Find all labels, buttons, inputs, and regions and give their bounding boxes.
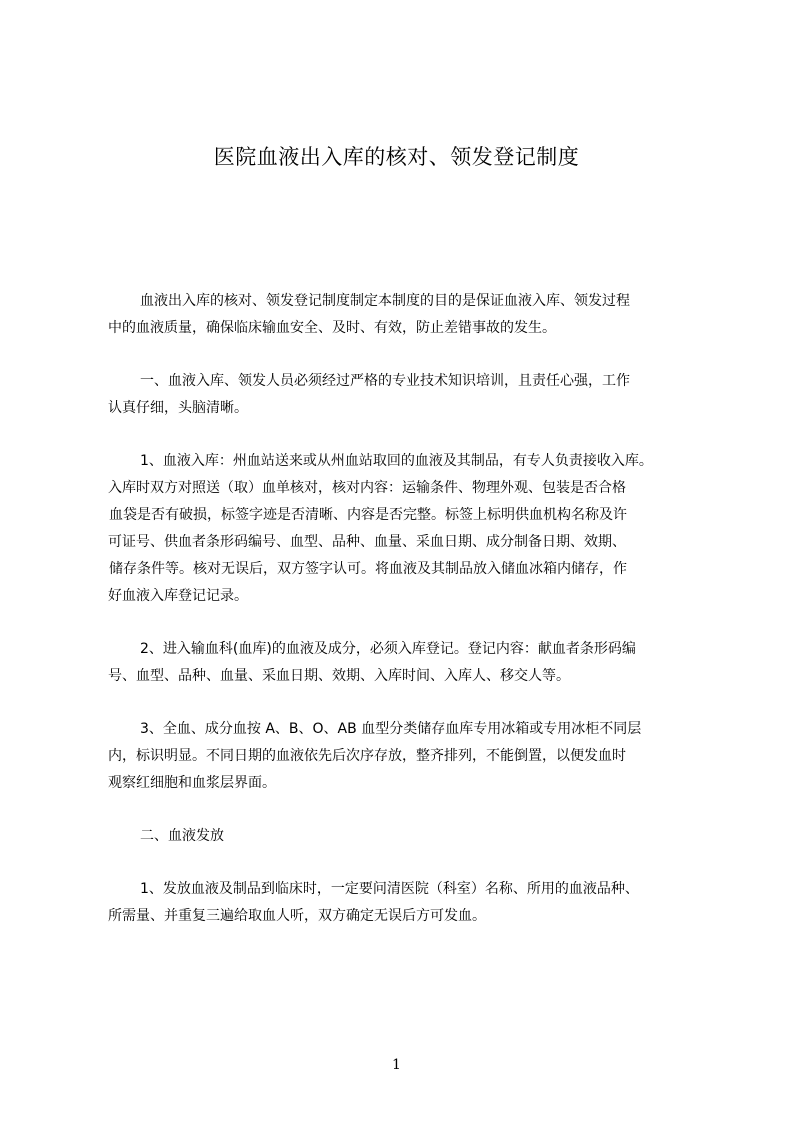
page-number: 1 (392, 1057, 401, 1073)
paragraph-5-line-3: 观察红细胞和血浆层界面。 (108, 775, 276, 791)
paragraph-4-line-1: 2、进入输血科(血库)的血液及成分，必须入库登记。登记内容：献血者条形码编 (140, 641, 636, 657)
paragraph-3-line-2: 入库时双方对照送（取）血单核对，核对内容：运输条件、物理外观、包装是否合格 (108, 480, 626, 496)
paragraph-2-line-1: 一、血液入库、领发人员必须经过严格的专业技术知识培训，且责任心强，工作 (140, 373, 630, 389)
paragraph-5-line-1: 3、全血、成分血按 A、B、O、AB 血型分类储存血库专用冰箱或专用冰柜不同层 (140, 721, 642, 737)
paragraph-3-line-3: 血袋是否有破损，标签字迹是否清晰、内容是否完整。标签上标明供血机构名称及许 (109, 507, 627, 523)
paragraph-1-line-1: 血液出入库的核对、领发登记制度制定本制度的目的是保证血液入库、领发过程 (140, 293, 630, 309)
paragraph-7-line-1: 1、发放血液及制品到临床时，一定要问清医院（科室）名称、所用的血液品种、 (140, 881, 639, 897)
paragraph-7-line-2: 所需量、并重复三遍给取血人听，双方确定无误后方可发血。 (108, 908, 486, 924)
paragraph-3-line-6: 好血液入库登记记录。 (108, 588, 248, 604)
section-heading-blood-issuing: 二、血液发放 (140, 828, 224, 844)
paragraph-3-line-5: 储存条件等。核对无误后，双方签字认可。将血液及其制品放入储血冰箱内储存，作 (109, 561, 627, 577)
paragraph-3-line-1: 1、血液入库：州血站送来或从州血站取回的血液及其制品，有专人负责接收入库。 (140, 453, 653, 469)
paragraph-3-line-4: 可证号、供血者条形码编号、血型、品种、血量、采血日期、成分制备日期、效期、 (108, 534, 626, 550)
paragraph-4-line-2: 号、血型、品种、血量、采血日期、效期、入库时间、入库人、移交人等。 (108, 668, 570, 684)
document-title: 医院血液出入库的核对、领发登记制度 (213, 145, 580, 169)
paragraph-2-line-2: 认真仔细，头脑清晰。 (108, 400, 248, 416)
paragraph-1-line-2: 中的血液质量，确保临床输血安全、及时、有效，防止差错事故的发生。 (108, 320, 556, 336)
paragraph-5-line-2: 内，标识明显。不同日期的血液依先后次序存放，整齐排列，不能倒置，以便发血时 (108, 748, 626, 764)
